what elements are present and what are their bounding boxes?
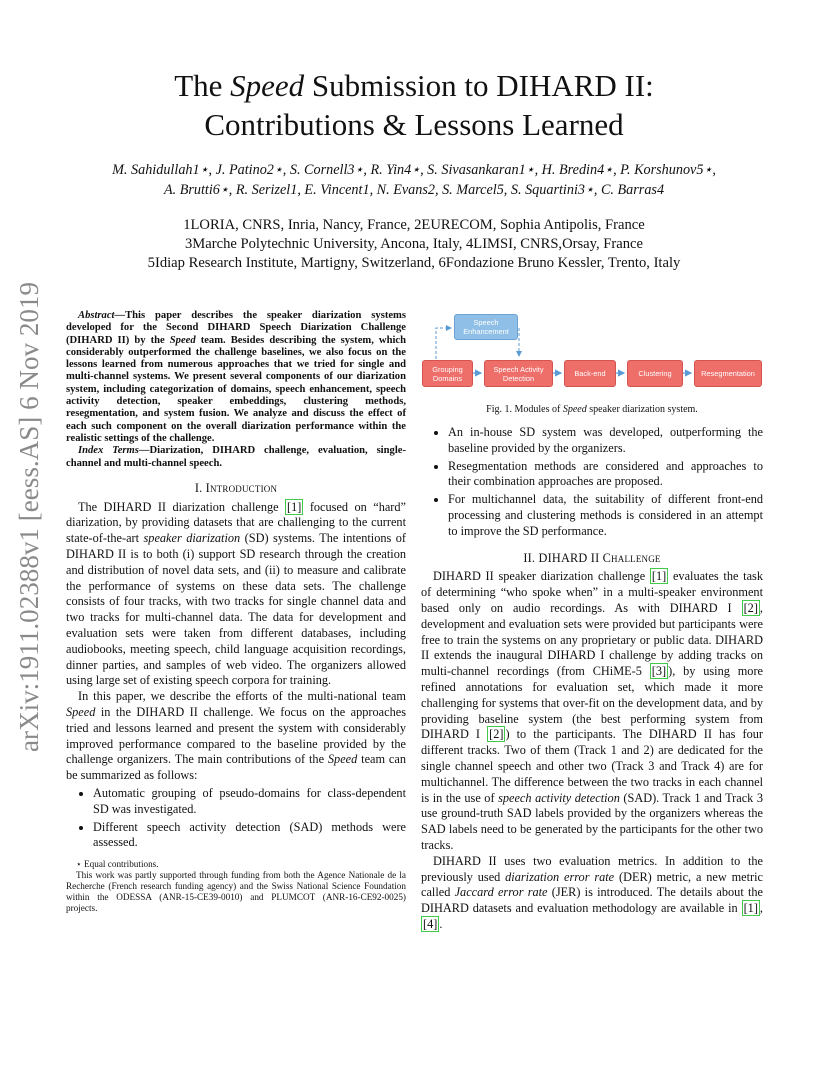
arxiv-id: arXiv:1911.02388v1 [eess.AS] 6 Nov 2019 <box>14 283 44 752</box>
sad-box: Speech Activity Detection <box>484 360 553 387</box>
arxiv-stamp <box>8 282 48 752</box>
right-text <box>421 425 763 933</box>
abstract-label: Abstract <box>78 310 115 321</box>
footnote-equal: ⋆ Equal contributions. <box>76 859 159 870</box>
s2p2-jer: Jaccard error rate <box>454 885 548 900</box>
s2p2-c: (JER) is introduced. The details about the DIHARD datasets and evaluation methodology are available in <box>421 885 763 916</box>
affil-line1: 1LORIA, CNRS, Inria, Nancy, France, 2EURECOM, Sophia Antipolis, France <box>183 217 645 233</box>
resegmentation-box: Resegmentation <box>694 360 762 387</box>
footnote-funding: This work was partly supported through funding from both the Agence Nationale de la Recherche (French research funding agency) and the Swiss National Science Foundation within the ODESSA (ANR-15-CE39-0010) and PLUMCOT (ANR-16-CE92-0025) projects. <box>66 870 406 914</box>
abstract-speed: Speed <box>169 334 196 346</box>
backend-box: Back-end <box>564 360 616 387</box>
s2p1-d: ), by using more refined annotations for evaluation set, which made it more challenging for systems that over-fit on the development data, and by providing baseline system (the best performing system from DIHARD I <box>421 664 763 742</box>
affil-line3: 5Idiap Research Institute, Martigny, Switzerland, 6Fondazione Bruno Kessler, Trento, Italy <box>147 255 681 271</box>
citation-link[interactable]: [1] <box>743 901 758 916</box>
s1p1-sd: speaker diarization <box>143 531 241 546</box>
speech-enhancement-box: Speech Enhancement <box>454 314 518 340</box>
contributions-list-left <box>66 786 406 851</box>
s1p2-b: in the DIHARD II challenge. We focus on the approaches tried and lessons learned and present the system with considerably improved performance compared to the baseline provided by the challenge organizers. The main contributions of the <box>66 705 406 767</box>
footnotes <box>66 859 406 914</box>
s1p2-a: In this paper, we describe the efforts of the multi-national team <box>78 689 406 704</box>
s1p1-b: focused on “hard” diarization, by providing datasets that are challenging to the current state-of-the-art <box>66 499 407 546</box>
s1p1-a: The DIHARD II diarization challenge <box>78 499 286 514</box>
title-italic: Speed <box>230 68 305 103</box>
figure-1-diagram <box>421 308 763 398</box>
arxiv-stamp-svg <box>8 282 48 752</box>
list-item: • Resegmentation methods are considered and approaches to their combination approaches are proposed. <box>448 459 763 491</box>
list-item: • Automatic grouping of pseudo-domains for class-dependent SD was investigated. <box>93 786 406 818</box>
caption-b: speaker diarization system. <box>586 404 698 415</box>
list-item: • For multichannel data, the suitability of different front-end processing and clustering methods is considered in an attempt to improve the SD performance. <box>448 492 763 539</box>
citation-link[interactable]: [4] <box>423 916 438 931</box>
s2p2-a: DIHARD II uses two evaluation metrics. In addition to the previously used <box>421 853 763 884</box>
challenge-paragraph-2 <box>421 854 763 933</box>
section-heading-introduction <box>66 481 406 497</box>
intro-paragraph-1 <box>66 500 406 690</box>
figure-1-caption <box>421 404 763 415</box>
list-item: • An in-house SD system was developed, outperforming the baseline provided by the organizers. <box>448 425 763 457</box>
s2p1-b: evaluates the task of determining “who spoke when” in a multi-speaker environment based only on audio recordings. As with DIHARD I <box>421 569 763 615</box>
list-item: • Different speech activity detection (SAD) methods were assessed. <box>93 820 406 852</box>
title-pre: The <box>174 68 231 103</box>
challenge-paragraph-1 <box>421 569 763 853</box>
citation-link[interactable]: [1] <box>651 569 667 584</box>
affil-line2: 3Marche Polytechnic University, Ancona, Italy, 4LIMSI, CNRS,Orsay, France <box>185 236 643 252</box>
s2p1-sad: speech activity detection <box>498 790 620 805</box>
section-heading-challenge <box>421 551 763 567</box>
grouping-domains-box: Grouping Domains <box>422 360 473 387</box>
citation-link[interactable]: [3] <box>651 664 667 679</box>
section1-num: I. <box>194 480 206 495</box>
s2p1-f: (SAD). Track 1 and Track 3 use ground-truth SAD labels provided by the organizers whereas the SAD labels need to be generated by the participants for the other two tracks. <box>421 790 763 852</box>
s1p2-speed: Speed <box>66 705 96 720</box>
section1-title: Introduction <box>205 480 278 495</box>
intro-paragraph-2 <box>66 689 406 784</box>
paper-title <box>0 66 828 144</box>
affiliations <box>70 216 758 273</box>
abstract-text-a: —This paper describes the speaker diarization systems developed for the Second DIHARD Speech Diarization Challenge (DIHARD II) by the <box>66 310 406 346</box>
clustering-box: Clustering <box>627 360 683 387</box>
index-terms-text: —Diarization, DIHARD challenge, evaluation, single-channel and multi-channel speech. <box>66 445 406 469</box>
title-post: Submission to DIHARD II: <box>304 68 654 103</box>
section2-title: Challenge <box>602 550 661 565</box>
s2p2-d: , <box>759 901 763 916</box>
s2p2-e: . <box>439 916 443 931</box>
s1p2-c: team can be summarized as follows: <box>66 752 406 783</box>
contributions-list-right <box>421 425 763 540</box>
s2p1-a: DIHARD II speaker diarization challenge <box>433 569 650 584</box>
section2-num: II. DIHARD II <box>523 550 603 565</box>
abstract <box>66 310 406 445</box>
s2p2-b: (DER) metric, a new metric called <box>421 869 763 900</box>
citation-link[interactable]: [2] <box>489 727 504 742</box>
index-terms <box>66 445 406 470</box>
author-list <box>70 160 758 200</box>
s1p2-speed2: Speed <box>327 752 358 767</box>
left-column <box>66 310 406 914</box>
authors-line2: A. Brutti6⋆, R. Serizel1, E. Vincent1, N. Evans2, S. Marcel5, S. Squartini3⋆, C. Barras4 <box>163 182 665 198</box>
caption-speed: Speed <box>562 404 587 415</box>
s2p1-c: , development and evaluation sets were provided but participants were free to train the systems on any proprietary or public data. DIHARD II extends the inaugural DIHARD I challenge by adding tracks on multi-channel recordings (from CHiME-5 <box>421 600 763 679</box>
authors-line1: M. Sahidullah1⋆, J. Patino2⋆, S. Cornell3⋆, R. Yin4⋆, S. Sivasankaran1⋆, H. Bredin4⋆, P. Korshunov5⋆, <box>112 162 716 178</box>
citation-link[interactable]: [1] <box>287 499 302 514</box>
s2p2-der: diarization error rate <box>505 869 615 884</box>
right-column <box>421 308 763 933</box>
s1p1-c: (SD) systems. The intentions of DIHARD II is to both (i) support SD research through the creation and distribution of novel data sets, and (ii) to measure and calibrate the performance of systems on these data sets. The challenge consists of four tracks, with two tracks for single channel data and two tracks for multi-channel data. The data for development and evaluation sets were taken from different databases, including audiobooks, meeting speech, child language acquisition recordings, dinner parties, and samples of web video. The organizers allowed using large set of existing speech corpora for training. <box>66 531 406 688</box>
index-terms-label: Index Terms <box>78 445 139 457</box>
abstract-text-b: team. Besides describing the system, which considerably outperformed the challenge baselines, we also focus on the lessons learned from numerous approaches that we tried for single and multi-channel systems. We present several components of our diarization system, including categorization of domains, speech enhancement, speech activity detection, speaker embeddings, clustering methods, resegmentation, and system fusion. We analyze and discuss the effect of each such component on the overall diarization performance within the realistic settings of the challenge. <box>66 334 407 444</box>
citation-link[interactable]: [2] <box>743 600 758 615</box>
caption-a: Fig. 1. Modules of <box>486 404 563 415</box>
title-line2: Contributions & Lessons Learned <box>204 107 624 142</box>
s2p1-e: ) to the participants. The DIHARD II has four different tracks. Two of them (Track 1 and 2) are dedicated for the single channel speech and other two (Track 3 and Track 4) are for multichannel. The difference between the two tracks in each channel is in the use of <box>421 727 764 805</box>
